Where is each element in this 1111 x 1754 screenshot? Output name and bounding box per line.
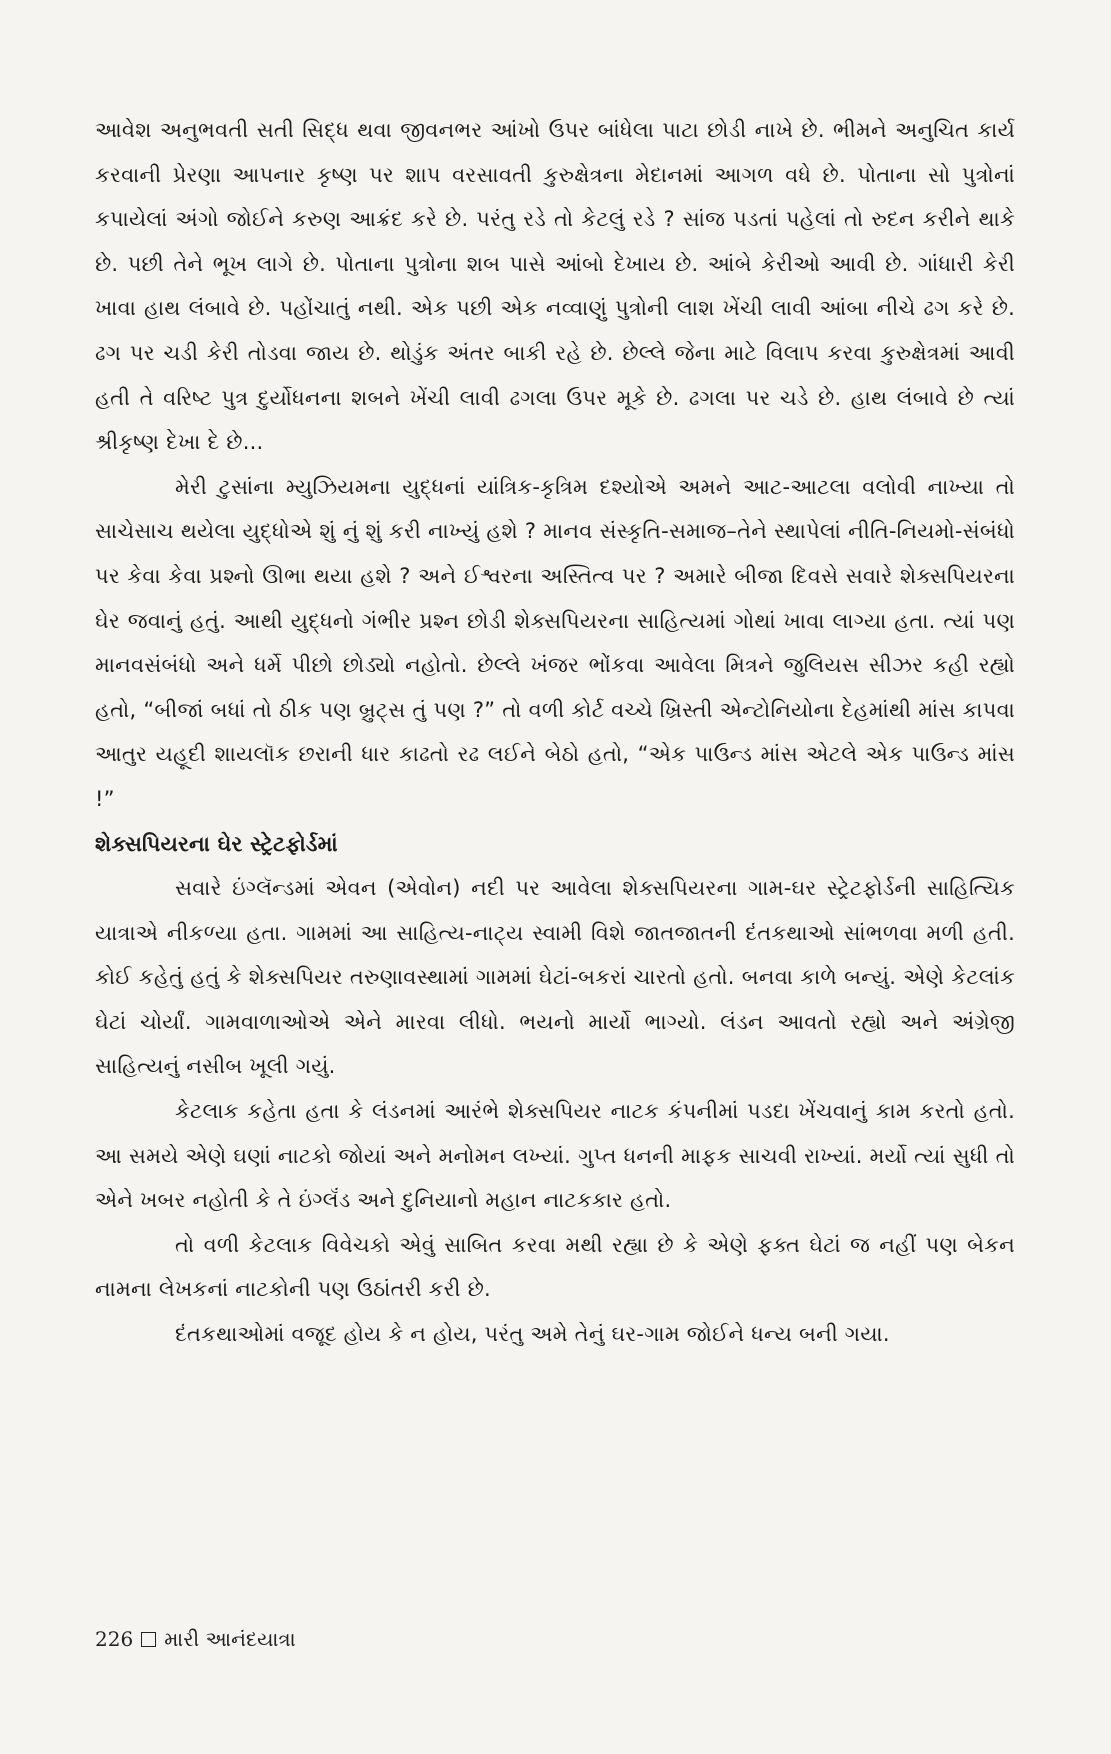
paragraph-3: સવારે ઇંગ્લૅન્ડમાં એવન (એવોન) નદી પર આવેલા શેક્સપિયરના ગામ-ઘર સ્ટ્રેટફોર્ડની સાહિત્યિક યાત્રાએ નીકળ્યા હતા. ગામમાં આ સાહિત્ય-નાટ્ય સ્વામી વિશે જાતજાતની દંતકથાઓ સાંભળવા મળી હતી. કોઈ કહેતું હતું કે શેક્સપિયર તરુણાવસ્થામાં ગામમાં ઘેટાં-બકરાં ચારતો હતો. બનવા કાળે બન્યું. એણે કેટલાંક ઘેટાં ચોર્યાં. ગામવાળાઓએ એને મારવા લીધો. ભયનો માર્યો ભાગ્યો. લંડન આવતો રહ્યો અને અંગ્રેજી સાહિત્યનું નસીબ ખૂલી ગયું. bbox=[95, 876, 1015, 1079]
paragraph-5: તો વળી કેટલાક વિવેચકો એવું સાબિત કરવા મથી રહ્યા છે કે એણે ફક્ત ઘેટાં જ નહીં પણ બેકન નામના લેખકનાં નાટકોની પણ ઉઠાંતરી કરી છે. bbox=[95, 1232, 1015, 1302]
section-heading: શેક્સપિયરના ઘેર સ્ટ્રેટફોર્ડમાં bbox=[95, 831, 338, 856]
paragraph-2: મેરી ટુસાંના મ્યુઝિયમના યુદ્ધનાં યાંત્રિક-કૃત્રિમ દશ્યોએ અમને આટ-આટલા વલોવી નાખ્યા તો સાચેસાચ થયેલા યુદ્ધોએ શું નું શું કરી નાખ્યું હશે ? માનવ સંસ્કૃતિ-સમાજ–તેને સ્થાપેલાં નીતિ-નિયમો-સંબંધો પર કેવા કેવા પ્રશ્નો ઊભા થયા હશે ? અને ઈશ્વરના અસ્તિત્વ પર ? અમારે બીજા દિવસે સવારે શેક્સપિયરના ઘેર જવાનું હતું. આથી યુદ્ધનો ગંભીર પ્રશ્ન છોડી શેક્સપિયરના સાહિત્યમાં ગોથાં ખાવા લાગ્યા હતા. ત્યાં પણ માનવસંબંધો અને ધર્મે પીછો છોડ્યો નહોતો. છેલ્લે ખંજર ભોંકવા આવેલા મિત્રને જુલિયસ સીઝર કહી રહ્યો હતો, “બીજાં બધાં તો ઠીક પણ બ્રુટ્સ તું પણ ?” તો વળી કોર્ટ વચ્ચે ખ્રિસ્તી એન્ટોનિયોના દેહમાંથી માંસ કાપવા આતુર યહૂદી શાયલૉક છરાની ધાર કાઢતો રઢ લઈને બેઠો હતો, “એક પાઉન્ડ માંસ એટલે એક પાઉન્ડ માંસ !” bbox=[95, 474, 1015, 811]
paragraph-1: આવેશ અનુભવતી સતી સિદ્ધ થવા જીવનભર આંખો ઉપર બાંધેલા પાટા છોડી નાખે છે. ભીમને અનુચિત કાર્ય કરવાની પ્રેરણા આપનાર કૃષ્ણ પર શાપ વરસાવતી કુરુક્ષેત્રના મેદાનમાં આગળ વધે છે. પોતાના સો પુત્રોનાં કપાયેલાં અંગો જોઈને કરુણ આક્રંદ કરે છે. પરંતુ રડે તો કેટલું રડે ? સાંજ પડતાં પહેલાં તો રુદન કરીને થાકે છે. પછી તેને ભૂખ લાગે છે. પોતાના પુત્રોના શબ પાસે આંબો દેખાય છે. આંબે કેરીઓ આવી છે. ગાંધારી કેરી ખાવા હાથ લંબાવે છે. પહોંચાતું નથી. એક પછી એક નવ્વાણું પુત્રોની લાશ ખેંચી લાવી આંબા નીચે ઢગ કરે છે. ઢગ પર ચડી કેરી તોડવા જાય છે. થોડુંક અંતર બાકી રહે છે. છેલ્લે જેના માટે વિલાપ કરવા કુરુક્ષેત્રમાં આવી હતી તે વરિષ્ટ પુત્ર દુર્યોધનના શબને ખેંચી લાવી ઢગલા ઉપર મૂકે છે. ઢગલા પર ચડે છે. હાથ લંબાવે છે ત્યાં શ્રીકૃષ્ણ દેખા દે છે... bbox=[95, 118, 1015, 455]
page-footer bbox=[95, 1627, 296, 1651]
square-icon bbox=[141, 1632, 156, 1647]
book-title: મારી આનંદયાત્રા bbox=[164, 1627, 296, 1651]
paragraph-4: કેટલાક કહેતા હતા કે લંડનમાં આરંભે શેક્સપિયર નાટક કંપનીમાં પડદા ખેંચવાનું કામ કરતો હતો. આ સમયે એણે ઘણાં નાટકો જોયાં અને મનોમન લખ્યાં. ગુપ્ત ધનની માફક સાચવી રાખ્યાં. મર્યો ત્યાં સુધી તો એને ખબર નહોતી કે તે ઇંગ્લૅંડ અને દુનિયાનો મહાન નાટકકાર હતો. bbox=[95, 1099, 1015, 1213]
body-text bbox=[95, 108, 1015, 1357]
page-number: 226 bbox=[95, 1627, 134, 1651]
paragraph-6: દંતકથાઓમાં વજૂદ હોય કે ન હોય, પરંતુ અમે તેનું ઘર-ગામ જોઈને ધન્ય બની ગયા. bbox=[175, 1322, 890, 1347]
